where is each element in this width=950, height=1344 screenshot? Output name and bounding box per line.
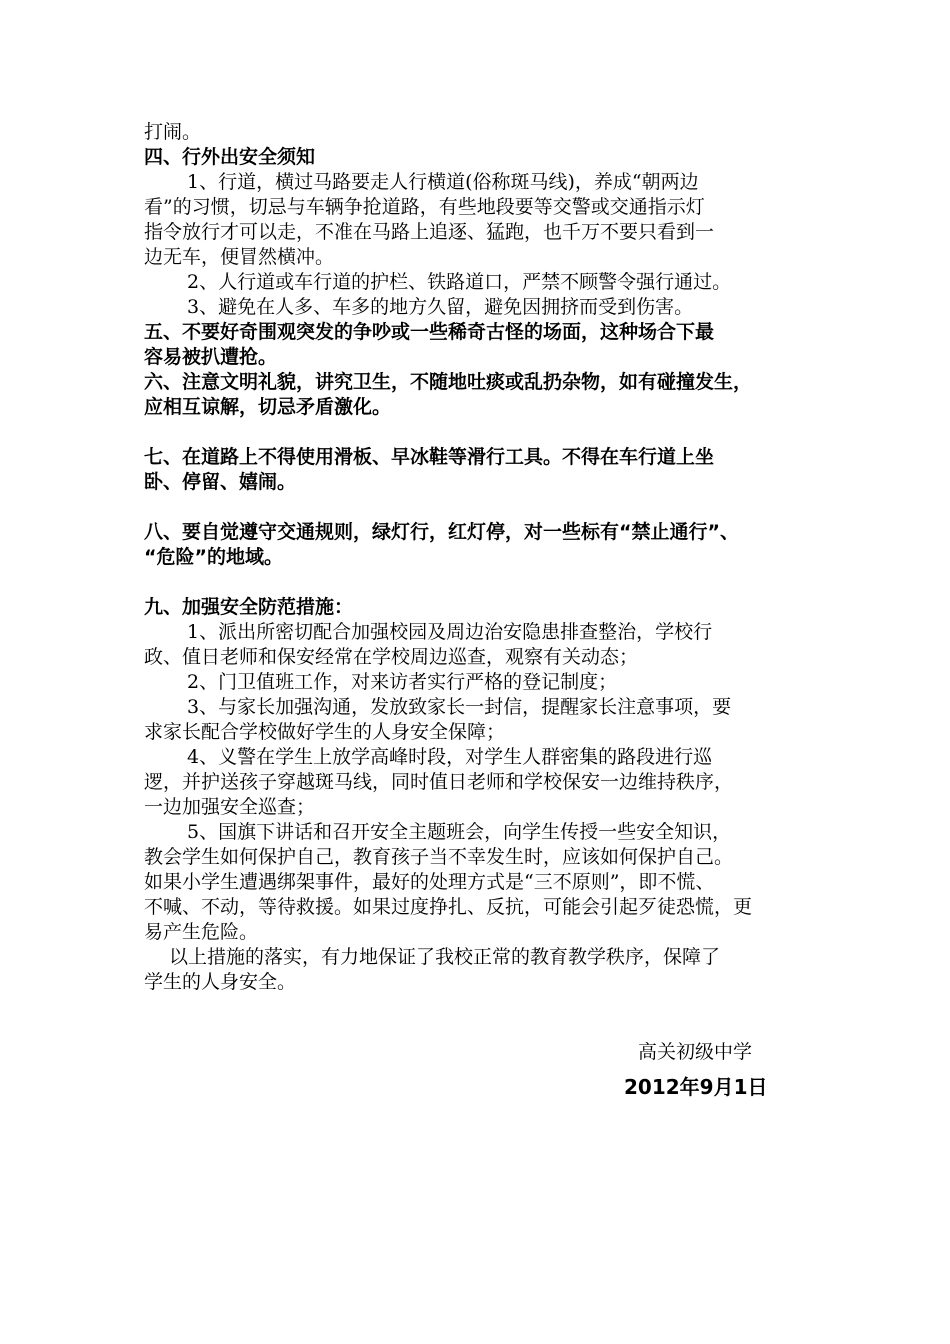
paragraph-line: 5、国旗下讲话和召开安全主题班会，向学生传授一些安全知识，	[187, 821, 732, 843]
paragraph-line: 1、派出所密切配合加强校园及周边治安隐患排查整治，学校行	[187, 621, 713, 643]
paragraph-line: 4、义警在学生上放学高峰时段，对学生人群密集的路段进行巡	[187, 746, 713, 768]
paragraph-line: 以上措施的落实，有力地保证了我校正常的教育教学秩序，保障了	[169, 946, 721, 968]
section-heading-line: 八、要自觉遵守交通规则，绿灯行，红灯停，对一些标有“禁止通行”、	[144, 521, 739, 543]
section-heading-line: 容易被扒遭抢。	[144, 346, 278, 368]
section-heading-line: 九、加强安全防范措施：	[144, 596, 354, 618]
section-heading-line: 五、不要好奇围观突发的争吵或一些稀奇古怪的场面，这种场合下最	[144, 321, 715, 343]
paragraph-line: 求家长配合学校做好学生的人身安全保障；	[144, 721, 506, 743]
paragraph-line: 学生的人身安全。	[144, 971, 297, 993]
paragraph-line: 一边加强安全巡查；	[144, 796, 316, 818]
paragraph-line: 教会学生如何保护自己，教育孩子当不幸发生时，应该如何保护自己。	[144, 846, 734, 868]
blank-line	[144, 570, 808, 595]
paragraph-line: 易产生危险。	[144, 921, 259, 943]
paragraph-line: 指令放行才可以走，不准在马路上追逐、猛跑，也千万不要只看到一	[144, 221, 715, 243]
paragraph-line: 1、行道，横过马路要走人行横道(俗称斑马线)，养成“朝两边	[187, 171, 699, 193]
section-heading-line: 四、行外出安全须知	[144, 146, 316, 168]
section-heading-line: 七、在道路上不得使用滑板、早冰鞋等滑行工具。不得在车行道上坐	[144, 446, 715, 468]
paragraph-line: 边无车，便冒然横冲。	[144, 246, 335, 268]
paragraph-line: 政、值日老师和保安经常在学校周边巡查，观察有关动态；	[144, 646, 639, 668]
paragraph-line: 打闹。	[144, 121, 202, 143]
signature-date: 2012年9月1日	[624, 1075, 768, 1099]
paragraph-line: 3、避免在人多、车多的地方久留，避免因拥挤而受到伤害。	[187, 296, 694, 318]
blank-line	[144, 495, 808, 520]
section-heading-line: 应相互谅解，切忌矛盾激化。	[144, 396, 392, 418]
paragraph-line: 看”的习惯，切忌与车辆争抢道路，有些地段要等交警或交通指示灯	[144, 196, 705, 218]
section-heading-line: “危险”的地域。	[144, 546, 283, 568]
signature-school: 高关初级中学	[638, 1041, 753, 1063]
section-heading-line: 六、注意文明礼貌，讲究卫生，不随地吐痰或乱扔杂物，如有碰撞发生，	[144, 371, 753, 393]
section-heading-line: 卧、停留、嬉闹。	[144, 471, 297, 493]
paragraph-line: 如果小学生遭遇绑架事件，最好的处理方式是“三不原则”，即不慌、	[144, 871, 715, 893]
blank-line	[144, 420, 808, 445]
paragraph-line: 2、门卫值班工作，对来访者实行严格的登记制度；	[187, 671, 618, 693]
paragraph-line: 3、与家长加强沟通，发放致家长一封信，提醒家长注意事项，要	[187, 696, 732, 718]
paragraph-line: 2、人行道或车行道的护栏、铁路道口，严禁不顾警令强行通过。	[187, 271, 732, 293]
paragraph-line: 不喊、不动，等待救援。如果过度挣扎、反抗，可能会引起歹徒恐慌，更	[144, 896, 753, 918]
document-body	[144, 120, 808, 995]
paragraph-line: 逻，并护送孩子穿越斑马线，同时值日老师和学校保安一边维持秩序，	[144, 771, 734, 793]
